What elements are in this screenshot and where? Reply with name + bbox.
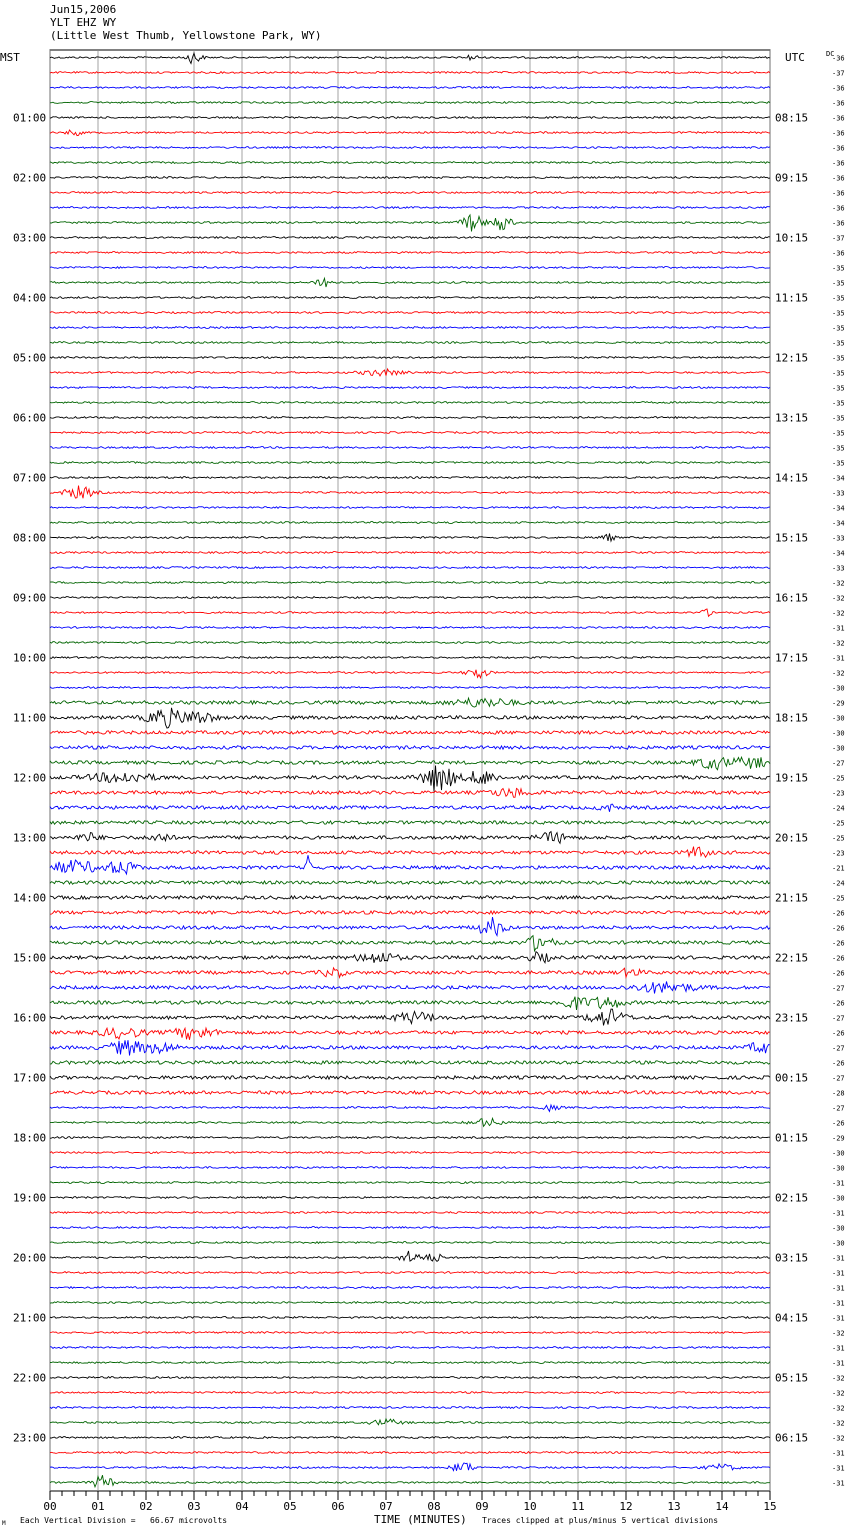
- dc-offset-18: -35: [832, 324, 845, 333]
- dc-offset-64: -27: [832, 1014, 845, 1023]
- dc-offset-73: -30: [832, 1149, 845, 1158]
- dc-offset-46: -30: [832, 744, 845, 753]
- x-axis-title: TIME (MINUTES): [374, 1513, 467, 1526]
- trace-15: [50, 278, 770, 287]
- trace-59: [50, 936, 770, 951]
- dc-offset-69: -28: [832, 1089, 845, 1098]
- trace-30: [50, 507, 770, 509]
- dc-offset-25: -35: [832, 429, 845, 438]
- dc-offset-40: -31: [832, 654, 845, 663]
- dc-offset-20: -35: [832, 354, 845, 363]
- right-hour-label: 03:15: [775, 1251, 809, 1265]
- dc-offset-41: -32: [832, 669, 845, 678]
- vertical-division-note: Each Vertical Division = 66.67 microvolts: [20, 1516, 228, 1525]
- dc-offset-12: -37: [832, 234, 845, 243]
- dc-offset-71: -26: [832, 1119, 845, 1128]
- x-tick-label-14: 14: [715, 1500, 729, 1513]
- trace-34: [50, 567, 770, 569]
- trace-31: [50, 522, 770, 524]
- right-hour-label: 17:15: [775, 651, 809, 665]
- dc-offset-62: -27: [832, 984, 845, 993]
- trace-28: [50, 477, 770, 479]
- trace-83: [50, 1302, 770, 1304]
- trace-69: [50, 1091, 770, 1094]
- dc-offset-9: -36: [832, 189, 845, 198]
- trace-54: [50, 855, 770, 874]
- trace-20: [50, 357, 770, 359]
- dc-offset-14: -35: [832, 264, 845, 273]
- dc-offset-6: -36: [832, 144, 845, 153]
- trace-29: [50, 486, 770, 499]
- trace-81: [50, 1272, 770, 1274]
- x-tick-label-01: 01: [91, 1500, 105, 1513]
- dc-offset-30: -34: [832, 504, 845, 513]
- trace-64: [50, 1009, 770, 1025]
- x-tick-label-00: 00: [43, 1500, 57, 1513]
- right-hour-label: 15:15: [775, 531, 809, 545]
- trace-40: [50, 657, 770, 659]
- left-hour-label: 20:00: [13, 1251, 47, 1265]
- dc-offset-15: -35: [832, 279, 845, 288]
- dc-offset-50: -24: [832, 804, 845, 813]
- x-tick-label-06: 06: [331, 1500, 345, 1513]
- trace-58: [50, 917, 770, 935]
- dc-offset-76: -30: [832, 1194, 845, 1203]
- dc-offset-95: -31: [832, 1479, 845, 1488]
- trace-75: [50, 1182, 770, 1184]
- trace-79: [50, 1242, 770, 1244]
- trace-63: [50, 997, 770, 1010]
- trace-17: [50, 312, 770, 314]
- dc-offset-70: -27: [832, 1104, 845, 1113]
- left-hour-label: 08:00: [13, 531, 47, 545]
- dc-offset-7: -36: [832, 159, 845, 168]
- dc-offset-67: -26: [832, 1059, 845, 1068]
- dc-offset-26: -35: [832, 444, 845, 453]
- x-tick-label-03: 03: [187, 1500, 201, 1513]
- dc-offset-31: -34: [832, 519, 845, 528]
- x-tick-label-09: 09: [475, 1500, 489, 1513]
- x-tick-label-05: 05: [283, 1500, 297, 1513]
- trace-73: [50, 1152, 770, 1154]
- dc-offset-28: -34: [832, 474, 845, 483]
- dc-offset-83: -31: [832, 1299, 845, 1308]
- trace-16: [50, 297, 770, 299]
- trace-44: [50, 708, 770, 728]
- x-tick-label-15: 15: [763, 1500, 777, 1513]
- trace-94: [50, 1463, 770, 1471]
- trace-5: [50, 130, 770, 136]
- left-hour-label: 11:00: [13, 711, 47, 725]
- trace-23: [50, 402, 770, 404]
- dc-offset-34: -33: [832, 564, 845, 573]
- dc-offset-45: -30: [832, 729, 845, 738]
- trace-67: [50, 1061, 770, 1064]
- trace-25: [50, 432, 770, 434]
- trace-48: [50, 766, 770, 792]
- trace-27: [50, 462, 770, 464]
- trace-78: [50, 1227, 770, 1229]
- left-hour-label: 18:00: [13, 1131, 47, 1145]
- trace-38: [50, 627, 770, 629]
- trace-74: [50, 1167, 770, 1169]
- station-label: YLT EHZ WY: [50, 16, 117, 29]
- dc-offset-2: -36: [832, 84, 845, 93]
- dc-offset-0: -36: [832, 54, 845, 63]
- trace-84: [50, 1317, 770, 1319]
- trace-52: [50, 832, 770, 844]
- dc-offset-1: -37: [832, 69, 845, 78]
- left-hour-label: 03:00: [13, 231, 47, 245]
- dc-offset-82: -31: [832, 1284, 845, 1293]
- right-hour-label: 00:15: [775, 1071, 809, 1085]
- dc-offset-24: -35: [832, 414, 845, 423]
- right-hour-label: 23:15: [775, 1011, 809, 1025]
- right-hour-label: 22:15: [775, 951, 809, 965]
- trace-11: [50, 215, 770, 231]
- left-hour-label: 19:00: [13, 1191, 47, 1205]
- trace-36: [50, 597, 770, 599]
- right-hour-label: 19:15: [775, 771, 809, 785]
- dc-offset-47: -27: [832, 759, 845, 768]
- trace-87: [50, 1362, 770, 1364]
- dc-offset-61: -26: [832, 969, 845, 978]
- trace-49: [50, 788, 770, 797]
- left-hour-label: 23:00: [13, 1431, 47, 1445]
- dc-offset-53: -23: [832, 849, 845, 858]
- trace-88: [50, 1377, 770, 1379]
- x-ticks: [50, 1491, 770, 1500]
- dc-offset-22: -35: [832, 384, 845, 393]
- location-label: (Little West Thumb, Yellowstone Park, WY): [50, 29, 322, 42]
- x-tick-label-04: 04: [235, 1500, 249, 1513]
- left-hour-label: 01:00: [13, 111, 47, 125]
- dc-offset-68: -27: [832, 1074, 845, 1083]
- left-tz-label: MST: [0, 51, 20, 64]
- dc-offset-32: -33: [832, 534, 845, 543]
- trace-35: [50, 582, 770, 584]
- trace-85: [50, 1332, 770, 1334]
- trace-14: [50, 267, 770, 269]
- dc-offset-60: -26: [832, 954, 845, 963]
- right-hour-label: 02:15: [775, 1191, 809, 1205]
- trace-91: [50, 1419, 770, 1425]
- axis-labels: [13, 55, 845, 1514]
- dc-offset-58: -26: [832, 924, 845, 933]
- trace-71: [50, 1118, 770, 1126]
- trace-22: [50, 387, 770, 389]
- trace-45: [50, 731, 770, 734]
- dc-offset-4: -36: [832, 114, 845, 123]
- trace-32: [50, 534, 770, 542]
- right-hour-label: 18:15: [775, 711, 809, 725]
- right-hour-label: 21:15: [775, 891, 809, 905]
- left-hour-label: 10:00: [13, 651, 47, 665]
- dc-offset-91: -32: [832, 1419, 845, 1428]
- trace-21: [50, 369, 770, 376]
- dc-offset-79: -30: [832, 1239, 845, 1248]
- trace-6: [50, 147, 770, 149]
- trace-7: [50, 162, 770, 164]
- dc-offset-86: -31: [832, 1344, 845, 1353]
- dc-offset-56: -25: [832, 894, 845, 903]
- dc-offset-3: -36: [832, 99, 845, 108]
- trace-39: [50, 642, 770, 644]
- dc-offset-87: -31: [832, 1359, 845, 1368]
- dc-offset-29: -33: [832, 489, 845, 498]
- trace-53: [50, 847, 770, 858]
- trace-55: [50, 881, 770, 884]
- dc-offset-92: -32: [832, 1434, 845, 1443]
- dc-offset-94: -31: [832, 1464, 845, 1473]
- trace-2: [50, 87, 770, 89]
- dc-offset-90: -32: [832, 1404, 845, 1413]
- left-hour-label: 02:00: [13, 171, 47, 185]
- x-tick-label-07: 07: [379, 1500, 393, 1513]
- trace-56: [50, 896, 770, 899]
- trace-50: [50, 804, 770, 812]
- trace-4: [50, 117, 770, 119]
- dc-offset-74: -30: [832, 1164, 845, 1173]
- x-tick-label-11: 11: [571, 1500, 585, 1513]
- dc-offset-19: -35: [832, 339, 845, 348]
- right-hour-label: 13:15: [775, 411, 809, 425]
- trace-37: [50, 609, 770, 616]
- trace-62: [50, 982, 770, 994]
- left-hour-label: 05:00: [13, 351, 47, 365]
- dc-offset-49: -23: [832, 789, 845, 798]
- trace-95: [50, 1475, 770, 1487]
- dc-offset-59: -26: [832, 939, 845, 948]
- trace-76: [50, 1197, 770, 1199]
- trace-80: [50, 1251, 770, 1261]
- dc-offset-57: -26: [832, 909, 845, 918]
- date-label: Jun15,2006: [50, 3, 117, 16]
- dc-offset-85: -32: [832, 1329, 845, 1338]
- trace-13: [50, 252, 770, 254]
- trace-72: [50, 1137, 770, 1139]
- left-hour-label: 14:00: [13, 891, 47, 905]
- dc-offset-43: -29: [832, 699, 845, 708]
- trace-12: [50, 237, 770, 239]
- dc-offset-42: -30: [832, 684, 845, 693]
- dc-offset-93: -31: [832, 1449, 845, 1458]
- trace-89: [50, 1392, 770, 1394]
- right-hour-label: 20:15: [775, 831, 809, 845]
- right-hour-label: 12:15: [775, 351, 809, 365]
- dc-offset-65: -26: [832, 1029, 845, 1038]
- dc-offset-81: -31: [832, 1269, 845, 1278]
- trace-77: [50, 1212, 770, 1214]
- trace-70: [50, 1105, 770, 1111]
- dc-offset-8: -36: [832, 174, 845, 183]
- trace-47: [50, 757, 770, 770]
- trace-60: [50, 952, 770, 963]
- dc-label: DC: [826, 50, 835, 58]
- dc-offset-84: -31: [832, 1314, 845, 1323]
- left-hour-label: 17:00: [13, 1071, 47, 1085]
- right-hour-label: 04:15: [775, 1311, 809, 1325]
- dc-offset-36: -32: [832, 594, 845, 603]
- left-hour-label: 15:00: [13, 951, 47, 965]
- left-hour-label: 16:00: [13, 1011, 47, 1025]
- left-hour-label: 22:00: [13, 1371, 47, 1385]
- right-hour-label: 05:15: [775, 1371, 809, 1385]
- trace-19: [50, 342, 770, 344]
- trace-90: [50, 1407, 770, 1409]
- dc-offset-35: -32: [832, 579, 845, 588]
- trace-41: [50, 670, 770, 678]
- footer-mark: M: [2, 1520, 6, 1527]
- trace-1: [50, 72, 770, 74]
- trace-42: [50, 687, 770, 689]
- right-hour-label: 06:15: [775, 1431, 809, 1445]
- right-hour-label: 10:15: [775, 231, 809, 245]
- left-hour-label: 12:00: [13, 771, 47, 785]
- dc-offset-27: -35: [832, 459, 845, 468]
- trace-18: [50, 327, 770, 329]
- trace-43: [50, 698, 770, 707]
- clipping-note: Traces clipped at plus/minus 5 vertical divisions: [482, 1516, 719, 1525]
- dc-offset-10: -36: [832, 204, 845, 213]
- trace-82: [50, 1287, 770, 1289]
- x-tick-label-02: 02: [139, 1500, 153, 1513]
- x-tick-label-08: 08: [427, 1500, 441, 1513]
- x-tick-label-12: 12: [619, 1500, 633, 1513]
- trace-51: [50, 821, 770, 824]
- right-hour-label: 09:15: [775, 171, 809, 185]
- left-hour-label: 21:00: [13, 1311, 47, 1325]
- dc-offset-75: -31: [832, 1179, 845, 1188]
- trace-86: [50, 1347, 770, 1349]
- trace-24: [50, 417, 770, 419]
- dc-offset-37: -32: [832, 609, 845, 618]
- dc-offset-63: -26: [832, 999, 845, 1008]
- trace-10: [50, 207, 770, 209]
- right-tz-label: UTC: [785, 51, 805, 64]
- dc-offset-80: -31: [832, 1254, 845, 1263]
- dc-offset-44: -30: [832, 714, 845, 723]
- trace-3: [50, 102, 770, 104]
- dc-offset-38: -31: [832, 624, 845, 633]
- trace-46: [50, 746, 770, 749]
- x-tick-label-13: 13: [667, 1500, 681, 1513]
- dc-offset-88: -32: [832, 1374, 845, 1383]
- right-hour-label: 11:15: [775, 291, 809, 305]
- trace-8: [50, 177, 770, 179]
- dc-offset-52: -25: [832, 834, 845, 843]
- trace-9: [50, 192, 770, 194]
- left-hour-label: 09:00: [13, 591, 47, 605]
- trace-26: [50, 447, 770, 449]
- dc-offset-23: -35: [832, 399, 845, 408]
- trace-33: [50, 552, 770, 554]
- dc-offset-33: -34: [832, 549, 845, 558]
- dc-offset-21: -35: [832, 369, 845, 378]
- dc-offset-66: -27: [832, 1044, 845, 1053]
- dc-offset-11: -36: [832, 219, 845, 228]
- trace-65: [50, 1028, 770, 1040]
- dc-offset-54: -21: [832, 864, 845, 873]
- dc-offset-55: -24: [832, 879, 845, 888]
- dc-offset-5: -36: [832, 129, 845, 138]
- trace-93: [50, 1452, 770, 1454]
- left-hour-label: 04:00: [13, 291, 47, 305]
- right-hour-label: 16:15: [775, 591, 809, 605]
- dc-offset-72: -29: [832, 1134, 845, 1143]
- trace-0: [50, 53, 770, 63]
- dc-offset-48: -25: [832, 774, 845, 783]
- trace-61: [50, 968, 770, 978]
- dc-offset-39: -32: [832, 639, 845, 648]
- trace-66: [50, 1040, 770, 1055]
- dc-offset-17: -35: [832, 309, 845, 318]
- left-hour-label: 06:00: [13, 411, 47, 425]
- trace-68: [50, 1076, 770, 1079]
- dc-offset-78: -30: [832, 1224, 845, 1233]
- trace-57: [50, 911, 770, 914]
- right-hour-label: 08:15: [775, 111, 809, 125]
- left-hour-label: 07:00: [13, 471, 47, 485]
- dc-offset-51: -25: [832, 819, 845, 828]
- dc-offset-89: -32: [832, 1389, 845, 1398]
- trace-92: [50, 1437, 770, 1439]
- left-hour-label: 13:00: [13, 831, 47, 845]
- x-tick-label-10: 10: [523, 1500, 537, 1513]
- dc-offset-77: -31: [832, 1209, 845, 1218]
- right-hour-label: 14:15: [775, 471, 809, 485]
- right-hour-label: 01:15: [775, 1131, 809, 1145]
- trace-group: [50, 53, 770, 1487]
- dc-offset-13: -36: [832, 249, 845, 258]
- dc-offset-16: -35: [832, 294, 845, 303]
